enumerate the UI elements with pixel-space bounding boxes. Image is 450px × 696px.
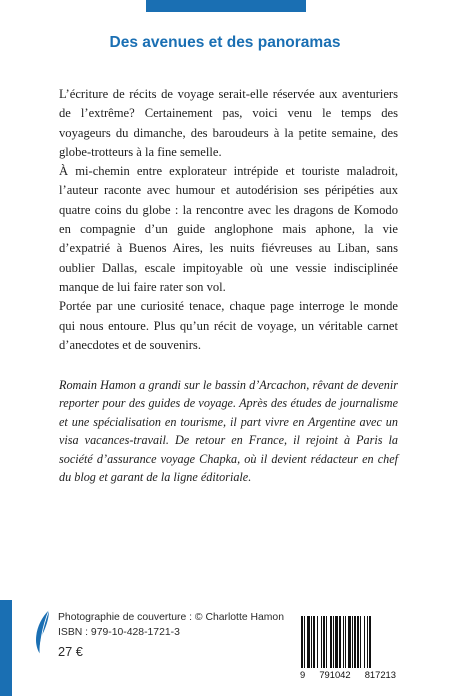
barcode-bar (307, 616, 310, 668)
page-title: Des avenues et des panoramas (109, 34, 341, 51)
isbn-text: ISBN : 979-10-428-1721-3 (58, 627, 180, 639)
barcode-bar (339, 616, 341, 668)
author-bio: Romain Hamon a grandi sur le bassin d’Arcachon, rêvant de devenir reporter pour des guides de voyage. Après des études de journalisme et une spécialisation en tourisme, il part vivre en Argentine avec un visa vacances-travail. De retour en France, il rejoint à Paris la société d’assurance voyage Chapka, où il devient rédacteur en chef du blog et garant de la ligne éditoriale. (59, 378, 398, 485)
barcode-bar (311, 616, 312, 668)
barcode-bar (333, 616, 334, 668)
price-label: 27 € (58, 644, 83, 660)
barcode-bar (354, 616, 356, 668)
barcode-bar (357, 616, 359, 668)
barcode-bar (364, 616, 365, 668)
blurb-paragraph: L’écriture de récits de voyage serait-elle réservée aux aventuriers de l’extrême? Certainement pas, voici venu le temps des voyageurs du dimanche, des baroudeurs à la petite semaine, des globe-trotteurs à la fine semelle. (59, 87, 398, 159)
quill-icon (32, 609, 52, 655)
isbn-barcode (300, 616, 396, 680)
barcode-bar (330, 616, 332, 668)
left-accent-bar (0, 600, 12, 696)
barcode-bar (304, 616, 305, 668)
barcode-bar (343, 616, 344, 668)
barcode-bar (352, 616, 353, 668)
barcode-bar (326, 616, 327, 668)
barcode-bar (317, 616, 318, 668)
barcode-bar (345, 616, 346, 668)
blurb-paragraph: Portée par une curiosité tenace, chaque page interroge le monde qui nous entoure. Plus qu’un récit de voyage, un véritable carnet d’anecdotes et de souvenirs. (59, 299, 398, 352)
barcode-digit-group: 791042 (319, 669, 351, 680)
barcode-digits (300, 669, 396, 680)
barcode-bar (360, 616, 361, 668)
barcode-bar (301, 616, 303, 668)
top-accent-bar (146, 0, 306, 12)
barcode-digit-group: 9 (300, 669, 306, 680)
credits-block (58, 610, 284, 661)
barcode-digit-group: 817213 (364, 669, 396, 680)
back-cover-blurb (59, 85, 398, 355)
photo-credit: Photographie de couverture : © Charlotte Hamon (58, 612, 284, 623)
barcode-bar (335, 616, 338, 668)
barcode-bar (369, 616, 371, 668)
blurb-paragraph: À mi-chemin entre explorateur intrépide et touriste maladroit, l’auteur raconte avec humour et autodérision ses péripéties aux quatre coins du globe : la rencontre avec les dragons de Komodo en compagnie d’un guide anglophone mais aphone, la vie d’expatrié à Buenos Aires, les nuits fiévreuses au Liban, sans oublier Dallas, escale impitoyable où une vessie indisciplinée manque de lui faire rater son vol. (59, 164, 398, 294)
barcode-bar (323, 616, 325, 668)
barcode-bar (321, 616, 322, 668)
barcode-bars (300, 616, 396, 668)
barcode-bar (313, 616, 315, 668)
barcode-bar (367, 616, 368, 668)
barcode-bar (348, 616, 351, 668)
